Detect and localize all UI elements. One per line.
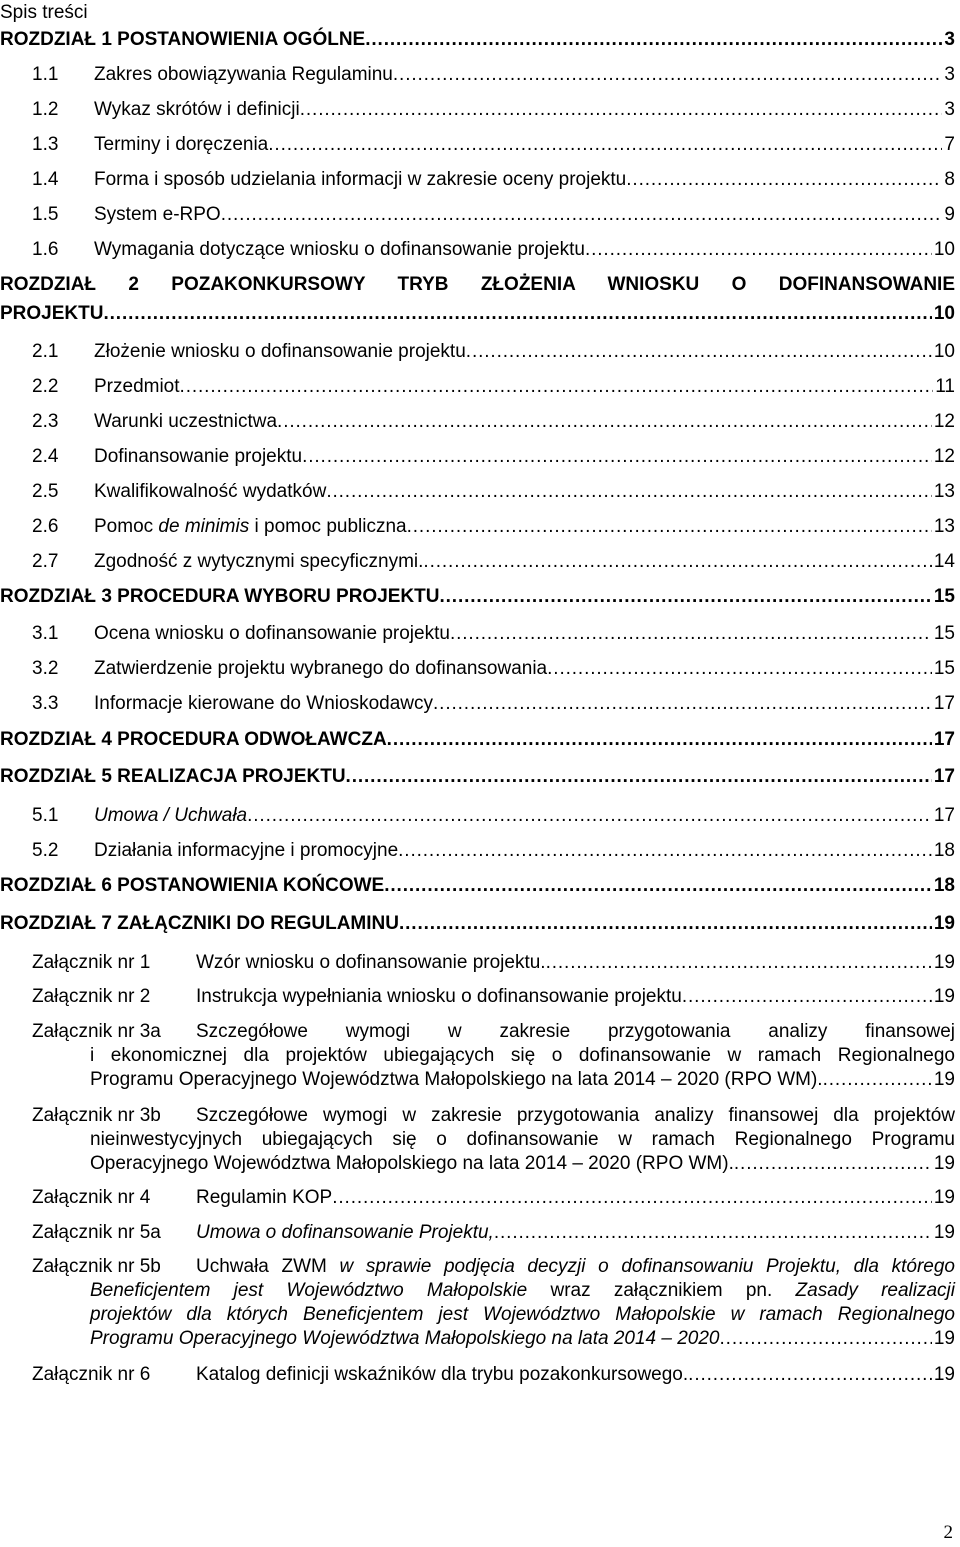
toc-entry-text: Terminy i doręczenia <box>94 134 269 155</box>
toc-attachment-6[interactable] <box>0 1364 955 1386</box>
toc-entry-text: Umowa / Uchwała <box>94 805 248 826</box>
toc-section-2-4[interactable] <box>0 446 955 468</box>
toc-page-number: 15 <box>933 623 955 644</box>
toc-section-number: 3.3 <box>32 693 59 714</box>
toc-page-number: 17 <box>933 805 955 826</box>
toc-entry-text: ROZDZIAŁ 4 PROCEDURA ODWOŁAWCZA <box>0 729 387 750</box>
toc-chapter-5[interactable] <box>0 766 955 788</box>
toc-section-number: 1.4 <box>32 169 59 190</box>
toc-page-number: 19 <box>933 1187 955 1208</box>
toc-attachment-4[interactable] <box>0 1187 955 1209</box>
toc-section-1-1[interactable] <box>0 64 955 86</box>
toc-chapter-2[interactable] <box>0 274 955 325</box>
toc-entry-text <box>94 516 407 538</box>
toc-page-number: 14 <box>933 551 955 572</box>
toc-page-number: 18 <box>933 840 955 861</box>
toc-page-number: 17 <box>933 729 955 750</box>
toc-attachment-number: Załącznik nr 6 <box>32 1364 151 1385</box>
toc-page-number: 19 <box>933 952 955 973</box>
toc-page-number: 9 <box>944 204 955 225</box>
toc-entry-text: Wykaz skrótów i definicji <box>94 99 300 120</box>
toc-section-number: 1.5 <box>32 204 59 225</box>
toc-entry-text: Szczegółowe wymogi w zakresie przygotowania analizy finansowej <box>196 1021 955 1042</box>
toc-entry-text-part: wraz załącznikiem pn. <box>527 1280 796 1301</box>
toc-page-number: 17 <box>933 693 955 714</box>
toc-section-5-1[interactable] <box>0 805 955 827</box>
toc-entry-text-continued: i ekonomicznej dla projektów ubiegających się o dofinansowanie w ramach Regionalnego <box>90 1045 955 1066</box>
toc-entry-text-italic: de minimis <box>158 516 250 537</box>
toc-page-number: 10 <box>933 239 955 260</box>
toc-page-number: 13 <box>933 481 955 502</box>
toc-section-number: 2.3 <box>32 411 59 432</box>
toc-entry-text: ROZDZIAŁ 2 POZAKONKURSOWY TRYB ZŁOŻENIA WNIOSKU O DOFINANSOWANIE <box>0 274 955 295</box>
toc-section-1-2[interactable] <box>0 99 955 121</box>
toc-entry-text-italic: Beneficjentem jest Województwo Małopolskie <box>90 1280 528 1301</box>
toc-section-2-3[interactable] <box>0 411 955 433</box>
toc-attachment-number: Załącznik nr 3a <box>32 1021 161 1042</box>
toc-page-number: 8 <box>944 169 955 190</box>
toc-section-2-5[interactable] <box>0 481 955 503</box>
toc-entry-text: Złożenie wniosku o dofinansowanie projektu <box>94 341 466 362</box>
toc-page-number: 19 <box>933 1328 955 1349</box>
toc-attachment-number: Załącznik nr 5a <box>32 1222 161 1243</box>
toc-entry-text: Zatwierdzenie projektu wybranego do dofinansowania <box>94 658 548 679</box>
toc-section-number: 2.5 <box>32 481 59 502</box>
toc-attachment-5a[interactable] <box>0 1222 955 1244</box>
toc-entry-text: ROZDZIAŁ 7 ZAŁĄCZNIKI DO REGULAMINU <box>0 913 399 934</box>
toc-section-number: 1.1 <box>32 64 59 85</box>
toc-page-number: 15 <box>933 586 955 607</box>
toc-section-3-1[interactable] <box>0 623 955 645</box>
toc-entry-text: Kwalifikowalność wydatków <box>94 481 327 502</box>
toc-entry-text-continued: projektów dla których Beneficjentem jest Województwo Małopolskie w ramach Regionalnego <box>90 1304 955 1325</box>
toc-page-number: 10 <box>933 341 955 362</box>
toc-attachment-number: Załącznik nr 1 <box>32 952 151 973</box>
toc-entry-text: Ocena wniosku o dofinansowanie projektu <box>94 623 450 644</box>
toc-section-1-6[interactable] <box>0 239 955 261</box>
toc-entry-text-continued: Programu Operacyjnego Województwa Małopolskiego na lata 2014 – 2020 <box>90 1328 720 1349</box>
toc-section-3-2[interactable] <box>0 658 955 680</box>
toc-entry-text: ROZDZIAŁ 6 POSTANOWIENIA KOŃCOWE <box>0 875 385 896</box>
toc-entry-text: ROZDZIAŁ 5 REALIZACJA PROJEKTU <box>0 766 346 787</box>
toc-entry-text-continued: Programu Operacyjnego Województwa Małopolskiego na lata 2014 – 2020 (RPO WM). <box>90 1069 823 1090</box>
toc-entry-text: Informacje kierowane do Wnioskodawcy <box>94 693 433 714</box>
toc-page-number: 19 <box>933 1364 955 1385</box>
toc-chapter-3[interactable] <box>0 586 955 608</box>
toc-attachment-2[interactable] <box>0 986 955 1008</box>
toc-attachment-3b[interactable] <box>0 1105 955 1175</box>
toc-entry-text: Warunki uczestnictwa <box>94 411 278 432</box>
toc-section-number: 2.4 <box>32 446 59 467</box>
toc-section-3-3[interactable] <box>0 693 955 715</box>
page-number: 2 <box>943 1522 953 1543</box>
toc-section-5-2[interactable] <box>0 840 955 862</box>
toc-page-number: 18 <box>933 875 955 896</box>
toc-section-2-6[interactable] <box>0 516 955 538</box>
toc-entry-text: Przedmiot <box>94 376 180 397</box>
toc-section-number: 1.2 <box>32 99 59 120</box>
toc-page-number: 12 <box>933 446 955 467</box>
toc-section-number: 1.3 <box>32 134 59 155</box>
toc-page-number: 15 <box>933 658 955 679</box>
toc-page-number: 19 <box>933 913 955 934</box>
toc-entry-text: ROZDZIAŁ 3 PROCEDURA WYBORU PROJEKTU <box>0 586 440 607</box>
toc-entry-text: Działania informacyjne i promocyjne <box>94 840 399 861</box>
toc-page-number: 19 <box>933 1153 955 1174</box>
toc-entry-text-continued: PROJEKTU <box>0 303 104 324</box>
toc-title: Spis treści <box>0 2 88 23</box>
toc-section-number: 1.6 <box>32 239 59 260</box>
toc-section-number: 2.1 <box>32 341 59 362</box>
toc-page-number: 3 <box>944 29 955 50</box>
toc-page-number: 11 <box>935 376 955 397</box>
toc-entry-text-italic: Zasady realizacji <box>795 1280 955 1301</box>
toc-page-number: 13 <box>933 516 955 537</box>
toc-chapter-7[interactable] <box>0 913 955 935</box>
toc-chapter-1[interactable] <box>0 29 955 51</box>
toc-section-1-5[interactable] <box>0 204 955 226</box>
toc-section-number: 2.2 <box>32 376 59 397</box>
toc-entry-text: Umowa o dofinansowanie Projektu, <box>196 1222 494 1243</box>
toc-section-number: 2.6 <box>32 516 59 537</box>
toc-entry-text: Szczegółowe wymogi w zakresie przygotowania analizy finansowej dla projektów <box>196 1105 955 1126</box>
toc-section-2-1[interactable] <box>0 341 955 363</box>
toc-page-number: 19 <box>933 986 955 1007</box>
toc-page-number: 12 <box>933 411 955 432</box>
toc-entry-text: Dofinansowanie projektu <box>94 446 303 467</box>
toc-section-number: 2.7 <box>32 551 59 572</box>
toc-attachment-number: Załącznik nr 3b <box>32 1105 161 1126</box>
toc-attachment-number: Załącznik nr 4 <box>32 1187 151 1208</box>
toc-entry-text-part: Uchwała ZWM <box>196 1256 340 1277</box>
toc-entry-text: System e-RPO <box>94 204 221 225</box>
toc-chapter-6[interactable] <box>0 875 955 897</box>
toc-page-number: 7 <box>944 134 955 155</box>
toc-chapter-4[interactable] <box>0 729 955 751</box>
toc-page-number: 3 <box>944 99 955 120</box>
toc-entry-text: Forma i sposób udzielania informacji w zakresie oceny projektu <box>94 169 627 190</box>
toc-page-number: 3 <box>944 64 955 85</box>
toc-section-number: 3.2 <box>32 658 59 679</box>
toc-entry-text-part: i pomoc publiczna <box>249 516 407 537</box>
toc-section-1-4[interactable] <box>0 169 955 191</box>
toc-entry-text-continued <box>90 1280 955 1302</box>
toc-section-2-2[interactable] <box>0 376 955 398</box>
toc-entry-text: Wymagania dotyczące wniosku o dofinansowanie projektu <box>94 239 585 260</box>
toc-page-number: 19 <box>933 1069 955 1090</box>
toc-attachment-3a[interactable] <box>0 1021 955 1091</box>
toc-attachment-number: Załącznik nr 2 <box>32 986 151 1007</box>
toc-entry-text: ROZDZIAŁ 1 POSTANOWIENIA OGÓLNE <box>0 29 366 50</box>
toc-entry-text-italic: w sprawie podjęcia decyzji o dofinansowaniu Projektu, dla którego <box>339 1256 955 1277</box>
toc-page-number: 19 <box>933 1222 955 1243</box>
toc-section-number: 5.1 <box>32 805 59 826</box>
toc-entry-text: Regulamin KOP <box>196 1187 333 1208</box>
toc-entry-text: Instrukcja wypełniania wniosku o dofinansowanie projektu <box>196 986 682 1007</box>
toc-section-2-7[interactable] <box>0 551 955 573</box>
toc-entry-text-continued: Operacyjnego Województwa Małopolskiego na lata 2014 – 2020 (RPO WM). <box>90 1153 734 1174</box>
toc-entry-text: Zgodność z wytycznymi specyficznymi. <box>94 551 424 572</box>
toc-page-number: 17 <box>933 766 955 787</box>
toc-attachment-5b[interactable] <box>0 1256 955 1350</box>
toc-entry-text: Wzór wniosku o dofinansowanie projektu. <box>196 952 546 973</box>
toc-attachment-number: Załącznik nr 5b <box>32 1256 161 1277</box>
toc-entry-text: Zakres obowiązywania Regulaminu <box>94 64 393 85</box>
toc-entry-text: Katalog definicji wskaźników dla trybu pozakonkursowego. <box>196 1364 689 1385</box>
toc-entry-text <box>196 1256 955 1278</box>
toc-attachment-1[interactable] <box>0 952 955 974</box>
toc-entry-text-continued: nieinwestycyjnych ubiegających się o dofinansowanie w ramach Regionalnego Programu <box>90 1129 955 1150</box>
toc-section-number: 5.2 <box>32 840 59 861</box>
toc-entry-text-part: Pomoc <box>94 516 159 537</box>
toc-section-1-3[interactable] <box>0 134 955 156</box>
toc-section-number: 3.1 <box>32 623 59 644</box>
toc-page-number: 10 <box>933 303 955 324</box>
